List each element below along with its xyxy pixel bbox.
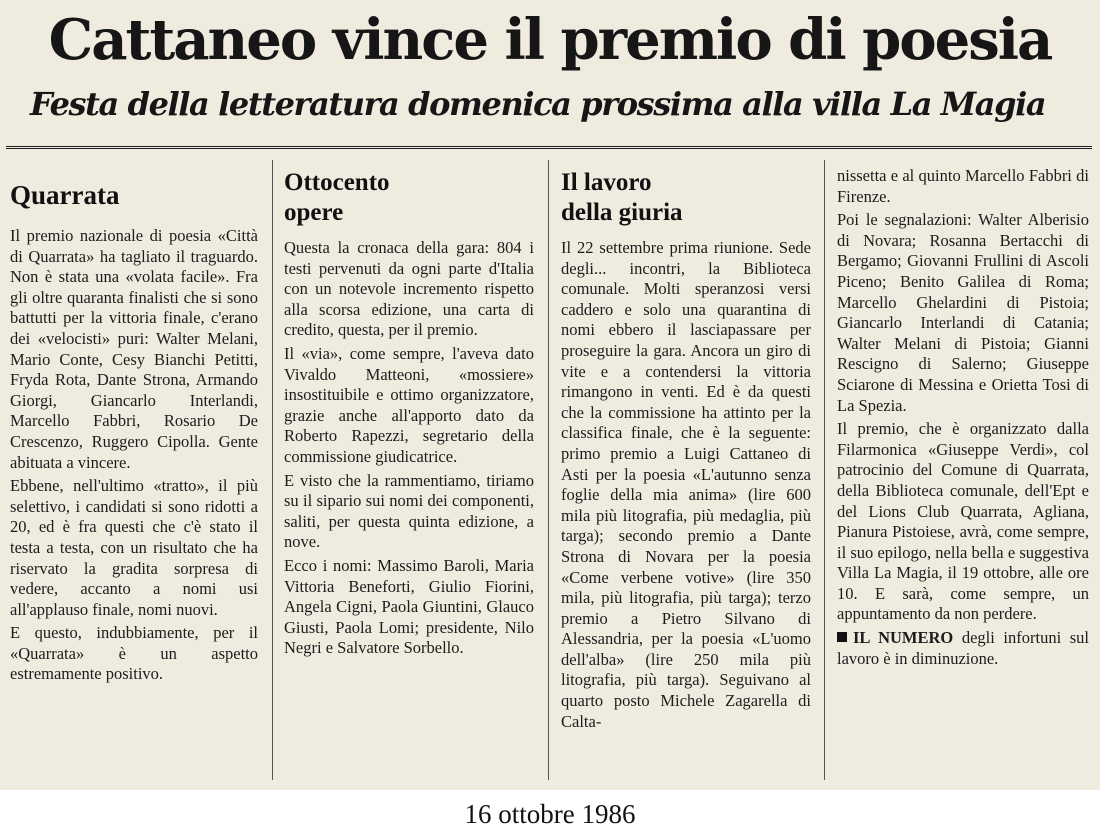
column-4 <box>837 166 1089 785</box>
column-2-heading <box>284 168 534 228</box>
heading-line: Il lavoro <box>561 169 652 196</box>
paragraph: Il premio, che è organizzato dalla Filarmonica «Giuseppe Verdi», col patrocinio del Comune di Quarrata, della Biblioteca comunale, dell'Ept e del Lions Club Quarrata, Agliana, Pianura Pistoiese, avrà, come sempre, il suo epilogo, nella bella e suggestiva Villa La Magia, il 19 ottobre, alle ore 10. E sarà, come sempre, un appuntamento da non perdere. <box>837 419 1089 624</box>
paragraph: Ecco i nomi: Massimo Baroli, Maria Vittoria Beneforti, Giulio Fiorini, Angela Cigni, Paola Giuntini, Glauco Giusti, Paola Lomi; presidente, Nilo Negri e Salvatore Sorbello. <box>284 555 534 658</box>
paragraph: Ebbene, nell'ultimo «tratto», il più selettivo, i candidati si sono ridotti a 20, ed è fra questi che c'è stato il testa a testa, con un risultato che ha riservato la gradita sorpresa di vedere, accanto a nomi usi all'applauso finale, nomi nuovi. <box>10 476 258 619</box>
column-1-heading: Quarrata <box>10 180 120 210</box>
headline: Cattaneo vince il premio di poesia <box>48 7 1052 73</box>
paragraph: Questa la cronaca della gara: 804 i testi pervenuti da ogni parte d'Italia con un notevole incremento rispetto alla scorsa edizione, una carta di credito, questa, per il premio. <box>284 238 534 340</box>
column-divider <box>824 160 825 780</box>
date-caption: 16 ottobre 1986 <box>464 799 636 829</box>
subheadline: Festa della letteratura domenica prossima alla villa La Magia <box>30 85 1046 123</box>
paragraph: Il 22 settembre prima riunione. Sede degli... incontri, la Biblioteca comunale. Molti speranzosi versi caddero e solo una quarantina di nomi ebbero il lasciapassare per proseguire la gara. Ancora un giro di vite e a contendersi la vittoria rimangono in venti. Ed è da questi che la commissione ha attinto per la classifica finale, che è la seguente: primo premio a Luigi Cattaneo di Asti per la poesia «L'autunno senza foglie della mia anima» (lire 600 mila più litografia, più medaglia, più targa); secondo premio a Dante Strona di Novara per la poesia «Come verbene votive» (lire 350 mila, più litografia, più targa); terzo premio a Pietro Silvano di Alessandria, per la poesia «L'uomo dell'alba» (lire 250 mila più litografia, più targa). Seguivano al quarto posto Michele Zagarella di Calta- <box>561 238 811 731</box>
column-divider <box>272 160 273 780</box>
column-3-heading <box>561 168 811 228</box>
paragraph: nissetta e al quinto Marcello Fabbri di Firenze. <box>837 166 1089 206</box>
paragraph: Il premio nazionale di poesia «Città di Quarrata» ha tagliato il traguardo. Non è stata una «volata facile». Fra gli oltre quaranta finalisti che si sono battutti per la vittoria finale, c'erano dei «velocisti» puri: Walter Melani, Mario Conte, Cesy Bianchi Petitti, Fryda Rota, Dante Strona, Armando Giorgi, Giancarlo Interlandi, Marcello Fabbri, Rosario De Crescenzo, Ruggero Cipolla. Gente abituata a vincere. <box>10 226 258 472</box>
paragraph: E questo, indubbiamente, per il «Quarrata» è un aspetto estremamente positivo. <box>10 623 258 684</box>
column-2 <box>284 168 534 785</box>
header-divider <box>6 146 1092 149</box>
paragraph: E visto che la rammentiamo, tiriamo su il sipario sui nomi dei componenti, saliti, per questa quinta edizione, a nove. <box>284 470 534 552</box>
heading-line: opere <box>284 199 344 226</box>
paragraph: Poi le segnalazioni: Walter Alberisio di Novara; Rosanna Bertacchi di Bergamo; Giovanni Frullini di Ascoli Piceno; Benito Galilea di Roma; Marcello Ghelardini di Pistoia; Giancarlo Interlandi di Catania; Walter Melani di Pistoia; Gianni Rescigno di Salerno; Giuseppe Sciarone di Messina e Orietta Tosi di La Spezia. <box>837 210 1089 415</box>
note-paragraph <box>837 628 1089 669</box>
note-text: degli infortuni sul lavoro è in diminuzione. <box>837 628 1089 668</box>
paragraph: Il «via», come sempre, l'aveva dato Vivaldo Matteoni, «mossiere» insostituibile e ottimo organizzatore, grazie anche all'apporto dato da Roberto Rapezzi, segretario della commissione giudicatrice. <box>284 343 534 466</box>
note-lead: IL NUMERO <box>853 628 954 648</box>
heading-line: della giuria <box>561 199 683 226</box>
column-divider <box>548 160 549 780</box>
square-bullet-icon <box>837 632 847 642</box>
column-3 <box>561 168 811 785</box>
column-1 <box>10 180 258 785</box>
heading-line: Ottocento <box>284 169 390 196</box>
